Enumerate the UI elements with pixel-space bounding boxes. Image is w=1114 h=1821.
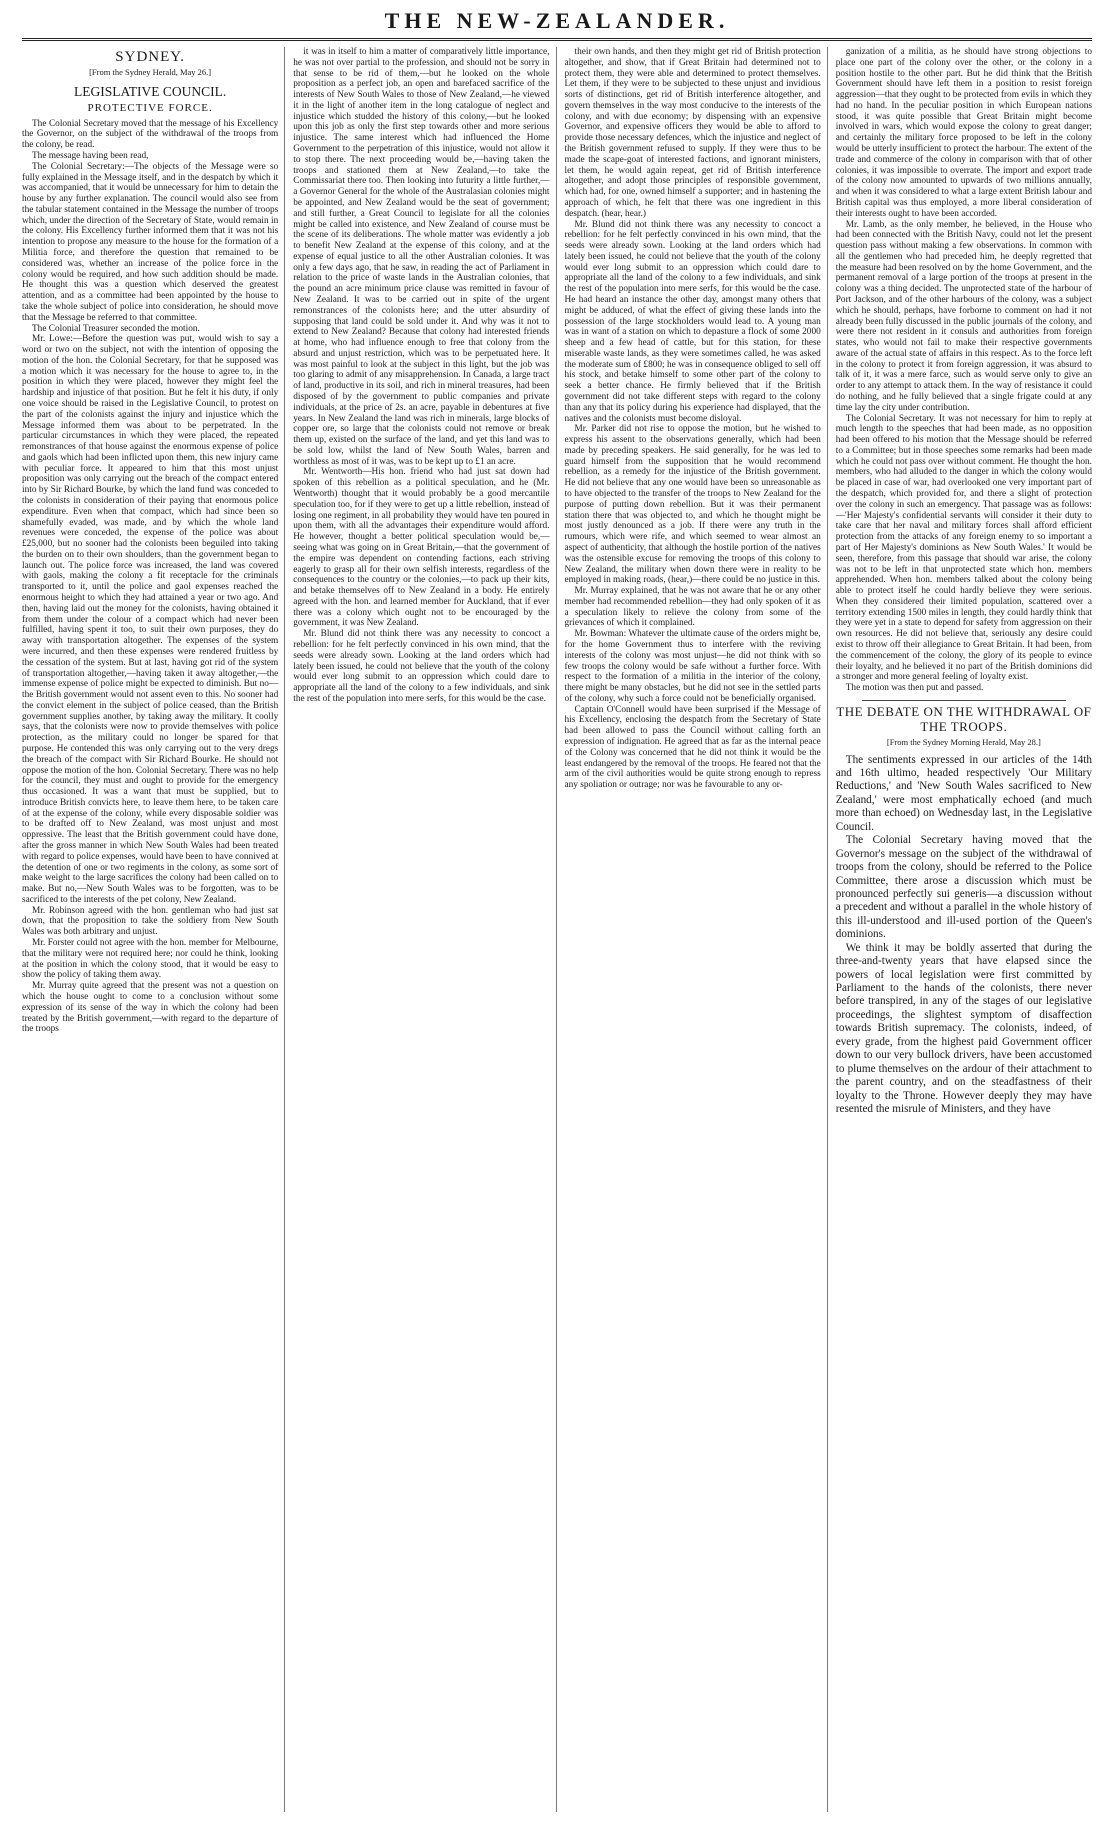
paragraph: The sentiments expressed in our articles of the 14th and 16th ultimo, headed respectively 'Our Military Reductions,' and 'New South Wales sacrificed to New Zealand,' were most emphatically echoed (and much more than echoed) on Wednesday last, in the Legislative Council. <box>835 753 1092 833</box>
paragraph: Mr. Blund did not think there was any necessity to concoct a rebellion: for he felt perfectly convinced in his own mind, that the seeds were already sown. Looking at the land orders which had lately been issued, he could not believe that the youth of the colony would ever long submit to an oppression which could dare to appropriate all the land of the colony to a few individuals, and sink the rest of the population into mere serfs, for this would be the case. <box>293 629 550 704</box>
paragraph: Mr. Murray explained, that he was not aware that he or any other member had recommended rebellion—they had only spoken of it as a speculation likely to relieve the colony from some of the grievances of which it complained. <box>564 586 821 629</box>
paragraph: The Colonial Secretary. It was not necessary for him to reply at much length to the speeches that had been made, as no opposition had been offered to his motion that the Message should be referred to a Committee; but in those speeches some remarks had been made which he could not pass over without comment. He thought the hon. members, who had alluded to the danger in which the colony would be placed in case of war, had overlooked one very important part of the despatch, which provided for, and there a slight of protection over the colony in such an emergency. That passage was as follows:—'Her Majesty's confidential servants will consider it their duty to take care that her naval and military forces shall afford efficient protection from the attacks of any foreign enemy to so important a part of Her Majesty's dominions as New South Wales.' It would be seen, therefore, from this passage that should war arise, the colony was not to be left in that unprotected state which hon. members apprehended. When hon. members talked about the colony being able to protect itself he could hardly believe they were serious. When they considered their limited population, scattered over a territory extending 1500 miles in length, they could hardly think that they were yet in a state to depend for safety from aggression on their own resources. He did not believe that, seriously any desire could exist to throw off their allegiance to Great Britain. It had been, from the commencement of the colony, the glory of its people to evince their loyalty, and he believed it no part of the British dominions did a stronger and more general feeling of loyalty exist. <box>835 413 1092 683</box>
source-line: [From the Sydney Herald, May 26.] <box>89 67 212 78</box>
article-title: THE DEBATE ON THE WITHDRAWAL OF THE TROOPS. <box>836 703 1092 734</box>
paragraph: Mr. Forster could not agree with the hon. member for Melbourne, that the military were not required here; nor could he think, looking at the position in which the colony stood, that it would be easy to show the policy of taking them away. <box>22 938 279 981</box>
paragraph: Mr. Murray quite agreed that the present was not a question on which the house ought to come to a conclusion without some expression of its sense of the way in which the colony had been treated by the British government,—with regard to the departure of the troops <box>22 981 279 1035</box>
paragraph: Mr. Lamb, as the only member, he believed, in the House who had been connected with the British Navy, could not let the present question pass without making a few observations. In common with all the gentlemen who had preceded him, he deeply regretted that the measure had been resolved on by the home Government, and the permanent removal of a large portion of the troops at present in the colony was a thing decided. The unprotected state of the harbour of Port Jackson, and of the other harbours of the colony, was a subject which he should, perhaps, have forborne to comment on had it not already been fully discussed in the public journals of the colony, and were there not resident in it consuls and authorities from foreign states, who would not fail to make their respective governments aware of the actual state of affairs in this respect. As to the force left in the colony to protect it from foreign aggression, it was absurd to talk of it, it was a mere farce, such as would serve only to give an order to any attempt to attack them. In the way of resistance it could do nothing, and he fully believed that a single frigate could at any time lay the city under contribution. <box>835 219 1092 413</box>
column-4 <box>836 47 1092 1812</box>
source-line: [From the Sydney Morning Herald, May 28.] <box>886 736 1041 747</box>
paragraph: Mr. Wentworth—His hon. friend who had just sat down had spoken of this rebellion as a political speculation, and he (Mr. Wentworth) thought that it would probably be a good mercantile speculation too, for if they were to get up a little rebellion, instead of losing one regiment, in all probability they would have ten poured in upon them, with all the advantages their expenditure would afford. He however, thought a better political speculation would be,—seeing what was going on in Great Britain,—that the government of the empire was dependent on contending factions, each striving eagerly to grasp all for their own selfish interests, regardless of the consequences to the country or the colonies,—to pack up their kits, and betake themselves off to New Zealand in a body. He entirely agreed with the hon. and learned member for Auckland, that if ever there was a colony which ought not to be encouraged by the government, it was New Zealand. <box>293 467 550 629</box>
paragraph: The message having been read, <box>32 151 149 161</box>
paragraph: Mr. Bowman: Whatever the ultimate cause of the orders might be, for the home Government thus to interfere with the reviving interests of the colony was most unjust—he did not think with so few troops the colony would be safe without a further force. With respect to the formation of a militia in the interior of the colony, there might be many obstacles, but he did not see in the settled parts of the colony, why such a force could not be beneficially organised. <box>564 629 821 704</box>
paragraph: ganization of a militia, as he should have strong objections to place one part of the colony over the other, or the colony in a position hostile to the other part. But he did think that the British Government should have left them in a position to resist foreign aggression—that they ought to be protected from evils in which they had no hand. In the peculiar position in which European nations stood, it was quite possible that Great Britain might become involved in wars, which would expose the colony to great danger; and certainly the military force proposed to be left in the colony would be utterly insufficient to protect the harbour. The extent of the trade and commerce of the colony in comparison with that of other colonies, it was impossible to overrate. The import and export trade of the colony now amounted to upwards of two millions annually, and when it was considered to what a large extent British labour and British capital was thus employed, a more liberal consideration of their interests ought to have been accorded. <box>835 47 1092 219</box>
paragraph: The Colonial Treasurer seconded the motion. <box>32 323 200 334</box>
paragraph: Mr. Parker did not rise to oppose the motion, but he wished to express his assent to the observations generally, which had been made by preceding speakers. He said generally, for he was led to guard himself from the supposition that he would recommend rebellion, as a remedy for the injustice of the British government. He did not believe that any one would have been so unreasonable as to have objected to the transfer of the troops to New Zealand for the purpose of putting down rebellion. But it was their permanent station there that was objected to, and which he thought might be most justly denounced as a job. If there were any truth in the rumours, which were rife, and which seemed to wear almost an aspect of authenticity, that although the hostile portion of the natives was the ostensible excuse for removing the troops of this colony to New Zealand, the military when down there were in reality to be employed in making roads, (hear,)—there could be no justice in this. <box>564 424 821 586</box>
paragraph: Mr. Lowe:—Before the question was put, would wish to say a word or two on the subject, not with the intention of opposing the motion of the hon. the Colonial Secretary, for that he supposed was a motion which it was necessary for the house to agree to, in the position in which they were placed, however they might feel the hardship and injustice of that position. But he felt it his duty, if only one voice should be raised in the Legislative Council, to protest on the part of the colonists against the injury and injustice which the Message informed them was about to be perpetrated. In the particular circumstances in which they were placed, the repeated remonstrances of that house against the enormous expense of police and gaols which had been inflicted upon them, this new injury came with peculiar force. It appeared to him that this most unjust proposition was only carrying out the breach of the compact entered into by Sir Richard Bourke, by which the land fund was conceded to the colonists in consideration of their paying that enormous police expenditure. Even when that compact, which had since been so shamefully evaded, was made, and by which the whole land revenues were conceded, the expense of the police was about £25,000, but no sooner had the colonists been beguiled into taking the burden on to their own shoulders, than the government began to launch out. The police force was increased, the land was covered with gaols, making the colony a fit receptacle for the criminals transported to it, until the police and gaol expenses reached the enormous height to which they had attained a year or two ago. And then, having laid out the money for the colonists, having obtained it from them under the colour of a compact which had never been fulfilled, having spent it too, to suit their own purposes, they do away with transportation altogether. The expenses of the system were incurred, and then these expenses were rendered fruitless by the cessation of the system. But at last, having got rid of the system of transportation altogether,—having taken it away altogether,—the immense expense of police might be expected to diminish. But no—the British government would not assent even to this. No sooner had the convict element in the subject of police ceased, than the British government supplies another, by taking away the military. It coolly says, that the colonists were now to provide themselves with police protection, as the military could no longer be spared for that purpose. He contended this was only carrying out to the very dregs the breach of the compact with Sir Richard Bourke. He should not oppose the motion of the hon. Colonial Secretary. There was no help for the council, they must and ought to provide for the emergency thus occasioned. It was a want that must be supplied, but to introduce British convicts here, to leave them here, to be taken care of at the expense of the colony, while every disposable soldier was to be drafted off to New Zealand, was most unjust and most oppressive. The least that the British government could have done, after the gross manner in which New South Wales had been treated with regard to police expenses, would have been to have connived at the detention of one or two regiments in the colony, as some sort of make weight to the large sacrifices the colony had been called on to make. But no,—New South Wales was to be forgotten, was to be sacrificed to the interests of the pet colony, New Zealand. <box>22 334 279 905</box>
column-1 <box>22 47 285 1812</box>
paragraph: Mr. Robinson agreed with the hon. gentleman who had just sat down, that the proposition to take the soldiery from New South Wales was both arbitrary and unjust. <box>22 905 279 938</box>
paragraph: it was in itself to him a matter of comparatively little importance, he was not over partial to the profession, and should not be sorry in that sense to be rid of them,—but he looked on the whole proposition as a perfect job, an open and barefaced sacrifice of the interests of New South Wales to those of New Zealand,—he viewed it in the light of another item in the long catalogue of neglect and injustice which studded the history of this colony,—but he looked upon this job as only the first step towards other and more serious injustice. The same interest which had influenced the Home Government to the perpetration of this injustice, would not allow it to stop there. The next proceeding would be,—having taken the troops and stationed them at New Zealand,—to take the Commissariat there too. Then looking into futurity a little further,—a Governor General for the whole of the Australasian colonies might be appointed, and New Zealand would be the seat of government; and still further, a Great Council to legislate for all the colonies might be called into existence, and New Zealand of course must be the scene of its deliberations. The whole matter was evidently a job to benefit New Zealand at the expense of this colony, and at the expense of equal justice to all the other Australian colonies. It was only a few days ago, that he saw, in reading the act of Parliament in relation to the price of waste lands in the Australian colonies, that the pound an acre minimum price clause was remitted in favour of New Zealand. It was to be carried out in spite of the urgent remonstrances of the colonists here; and the utter absurdity of supposing that land could be sold under it. And why was it not to extend to New Zealand? Because that colony had interested friends at home, who had influence enough to free that colony from the absurd and unjust restriction, which was to be perpetuated here. It was most painful to look at the subject in this light, but the job was too glaring to admit of any misapprehension. In Canada, a large tract of land, productive in its soil, and rich in mineral treasures, had been disposed of by the government to public companies and private individuals, at the price of 2s. an acre, payable in debentures at five years. In New Zealand the land was rich in minerals, large blocks of copper ore, so large that the colonists could not remove or break them up, existed on the surface of the land, and yet this land was to be sold low, whilst the land of New South Wales, barren and worthless as most of it was, was to be kept up to £1 an acre. <box>293 47 550 467</box>
paragraph: The Colonial Secretary moved that the message of his Excellency the Governor, on the subject of the withdrawal of the troops from the colony, be read. <box>22 118 279 151</box>
column-3 <box>565 47 828 1812</box>
paragraph: The motion was then put and passed. <box>845 683 984 694</box>
section-heading: LEGISLATIVE COUNCIL. <box>74 84 227 100</box>
paragraph: their own hands, and then they might get rid of British protection altogether, and show, that if Great Britain had determined not to protect them, they were able and determined to protect themselves. Let them, if they were to be subjected to these unjust and invidious sorts of distinctions, get rid of British interference altogether, and govern themselves in the way most conducive to the interests of the colony, and with due economy; by dispensing with an expensive Governor, and expensive officers they would be able to afford to provide those necessary defences, which the injustice and neglect of the British government refused to supply. If they were thus to be made the scape-goat of interested factions, and ignorant ministers, let them, he would again repeat, get rid of British interference altogether, and adopt those principles of responsible government, which had, for one, owned himself a supporter; and in hastening the approach of which, he felt that there was one ingredient in this despatch. (hear, hear.) <box>564 47 821 219</box>
subheading: PROTECTIVE FORCE. <box>87 101 213 114</box>
section-divider <box>862 700 1066 701</box>
masthead: THE NEW-ZEALANDER. <box>22 6 1092 41</box>
columns <box>22 47 1092 1812</box>
article-body <box>836 754 1092 1117</box>
paragraph: Mr. Blund did not think there was any necessity to concoct a rebellion: for he felt perfectly convinced in his own mind, that the seeds were already sown. Looking at the land orders which had lately been issued, he could not believe that the youth of the colony would ever long submit to an oppression which could dare to appropriate all the land of the colony to a few individuals, and sink the rest of the population into mere serfs, for this would be the case. He had heard an instance the other day, amongst many others that might be adduced, of what the effect of giving these lands into the possession of the large stockholders would lead to. A young man was in want of a station on which to depasture a flock of some 2000 sheep and a few head of cattle, but for this station, for these miserable waste lands, as they were sometimes called, he was asked the moderate sum of £800; he was in consequence obliged to sell off his stock, and betake himself to some other part of the colony to seek a better chance. He firmly believed that if the British government did not take different steps with regard to the colony than any that its policy during his experience had displayed, that the natives and the colonists must become disloyal. <box>564 219 821 424</box>
dateline: SYDNEY. <box>115 49 185 65</box>
paragraph: The Colonial Secretary:—The objects of the Message were so fully explained in the Message itself, and in the despatch by which it was accompanied, that it would be unnecessary for him to detain the house by any further explanation. The council would also see from the tabular statement contained in the Message the number of troops which, under the direction of the Secretary of State, would remain in the colony. His Excellency further informed them that it was not his intention to propose any measure to the house for the formation of a Militia force, and therefore the question that remained to be considered was, whether an increase of the police force in the colony would be required, and how such addition should be made. He thought this was a question which deserved the greatest attention, and as a committee had been appointed by the house to take the whole subject of police into consideration, he should move that the Message be referred to that committee. <box>22 161 279 323</box>
paragraph: Captain O'Connell would have been surprised if the Message of his Excellency, enclosing the despatch from the Secretary of State had been allowed to pass the Council without calling forth an expression of indignation. He agreed that as far as the internal peace of the Colony was concerned that he did not think it would be the least endangered by the removal of the troops. He feared not that the arm of the civil authorities would be quite strong enough to repress any spoliation or outrage; nor was he favourable to any or- <box>564 704 821 791</box>
paragraph: We think it may be boldly asserted that during the three-and-twenty years that have elapsed since the powers of local legislation were first committed by Parliament to the hands of the colonists, there never before transpired, in any of the stages of our legislative proceedings, the slightest symptom of disaffection towards British supremacy. The colonists, indeed, of every grade, from the highest paid Government officer down to our very bullock drivers, have been accustomed to plume themselves on the ardour of their attachment to the parent country, and on the steadfastness of their loyalty to the Throne. However deeply they may have resented the misrule of Ministers, and they have <box>835 941 1092 1115</box>
column-2 <box>293 47 556 1812</box>
paragraph: The Colonial Secretary having moved that the Governor's message on the subject of the withdrawal of troops from the colony, should be referred to the Police Committee, there arose a discussion which must be pronounced perfectly sui generis—a discussion without a precedent and without a parallel in the whole history of this ill-understood and ill-used portion of the Queen's dominions. <box>835 834 1092 941</box>
